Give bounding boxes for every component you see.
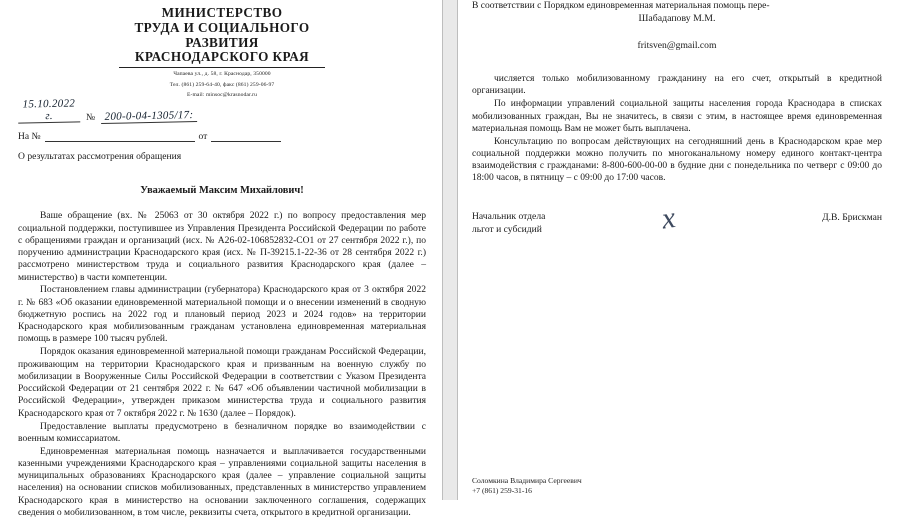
letterhead-line-4: КРАСНОДАРСКОГО КРАЯ <box>134 49 310 65</box>
executor-contact <box>472 476 882 496</box>
addressee-block <box>472 12 882 53</box>
signature-icon: x <box>659 201 674 236</box>
page-gutter <box>442 0 458 500</box>
paragraph: Консультацию по вопросам действующих на сегодняшний день в Краснодарском крае мер социальной поддержки можно получить по многоканальному номеру единого контакт-центра взаимодействия с гражданами: 8-800-600-00-00 в будние дни с понедельника по четверг с 09:00 до 18:00 часов, в пятницу – с 09:00 до 17:00 часов. <box>471 135 882 184</box>
signature-block <box>471 201 882 237</box>
reply-reference-row <box>18 130 426 142</box>
signer-name: Д.В. Брискман <box>822 211 882 223</box>
letterhead-divider <box>119 67 325 68</box>
paragraph: Предоставление выплаты предусмотрено в безналичном порядке во взаимодействии с военным комиссариатом. <box>18 420 427 444</box>
executor-phone: +7 (861) 259-31-16 <box>471 486 532 496</box>
date-number-row <box>18 97 426 123</box>
executor-name: Соломкина Владимира Сергеевич <box>471 476 582 486</box>
right-body <box>472 73 882 185</box>
addressee-name: Шабадапову М.М. <box>638 13 716 24</box>
continued-line: В соответствии с Порядком единовременная материальная помощь пере- <box>471 0 770 10</box>
document-right-column <box>458 0 900 500</box>
paragraph: числяется только мобилизованному гражданину на его счет, открытый в кредитной организации. <box>471 73 882 97</box>
number-label: № <box>86 112 96 123</box>
paragraph: По информации управлений социальной защиты населения города Краснодара в списках мобилизованных граждан, Вы не значитесь, в связи с этим, в настоящее время единовременная материальная помощь Вам не может быть выплачена. <box>471 98 882 134</box>
from-value <box>211 130 281 142</box>
letterhead <box>18 6 426 100</box>
paragraph: Единовременная материальная помощь назначается и выплачивается государственными казенными учреждениями Краснодарского края – управлениями социальной защиты населения в муниципальных образованиях Краснодарского края (далее – управление социальной защиты населения) на основании списков мобилизованных, представленных в министерство управлением Краснодарского края в министерство на основании заключенного соглашения, содержащих сведения о мобилизованном, в том числе, реквизиты счета, открытого в кредитной организации. <box>18 445 427 518</box>
letterhead-line-1: МИНИСТЕРСТВО <box>161 5 283 20</box>
letterhead-phones: Тел. (861) 259-64-40, факс (861) 259-06-97 <box>169 81 275 88</box>
paragraph: Ваше обращение (вх. № 25063 от 30 октября 2022 г.) по вопросу предоставления мер социальной поддержки, поступившее из Управления Президента Российской Федерации по работе с обращениями граждан и организаций (исх. № А26-02-106852832-СО1 от 27 сентября 2022 г.), по поручению администрации Краснодарского края (исх. № П-39215.1-22-36 от 28 сентября 2022 г.) рассмотрено министерством труда и социального развития Краснодарского края (далее – министерство) в части компетенции. <box>18 210 427 283</box>
subject-line: О результатах рассмотрения обращения <box>18 150 182 162</box>
signer-title <box>472 211 622 237</box>
on-no-value <box>45 130 195 142</box>
from-label: от <box>198 131 208 142</box>
on-no-label: На № <box>18 131 41 142</box>
paragraph: Порядок оказания единовременной материальной помощи гражданам Российской Федерации, проживающим на территории Краснодарского края и призванным на военную службу по мобилизации в Вооруженные Силы Российской Федерации в соответствии с Указом Президента Российской Федерации от 21 сентября 2022 г. № 647 «Об объявлении частичной мобилизации в Российской Федерации», утвержден приказом министерства труда и социального развития Краснодарского края от 7 октября 2022 г. № 1630 (далее – Порядок). <box>18 346 427 419</box>
letterhead-address: Чапаева ул., д. 58, г. Краснодар, 350000 <box>173 71 271 78</box>
document-date: 15.10.2022 г. <box>18 97 81 123</box>
signer-title-line-1: Начальник отдела <box>471 210 546 222</box>
letterhead-email: E-mail: minsoc@krasnodar.ru <box>187 92 257 99</box>
addressee-email: fritsven@gmail.com <box>637 40 717 52</box>
letterhead-line-3: РАЗВИТИЯ <box>185 34 259 50</box>
left-body <box>18 210 426 519</box>
letterhead-line-2: ТРУДА И СОЦИАЛЬНОГО <box>134 19 310 35</box>
salutation: Уважаемый Максим Михайлович! <box>140 185 304 197</box>
document-number: 200-0-04-1305/17: <box>101 109 197 124</box>
signer-title-line-2: льгот и субсидий <box>471 223 542 235</box>
document-left-column <box>0 0 442 518</box>
paragraph: Постановлением главы администрации (губернатора) Краснодарского края от 3 октября 2022 г. № 683 «Об оказании единовременной материальной помощи и о внесении изменений в сводную бюджетную роспись на 2022 год и плановый период 2023 и 2024 годов» на территории Краснодарского края мобилизованным гражданам установлена единовременная материальная помощь в размере 100 тысяч рублей. <box>18 284 427 345</box>
